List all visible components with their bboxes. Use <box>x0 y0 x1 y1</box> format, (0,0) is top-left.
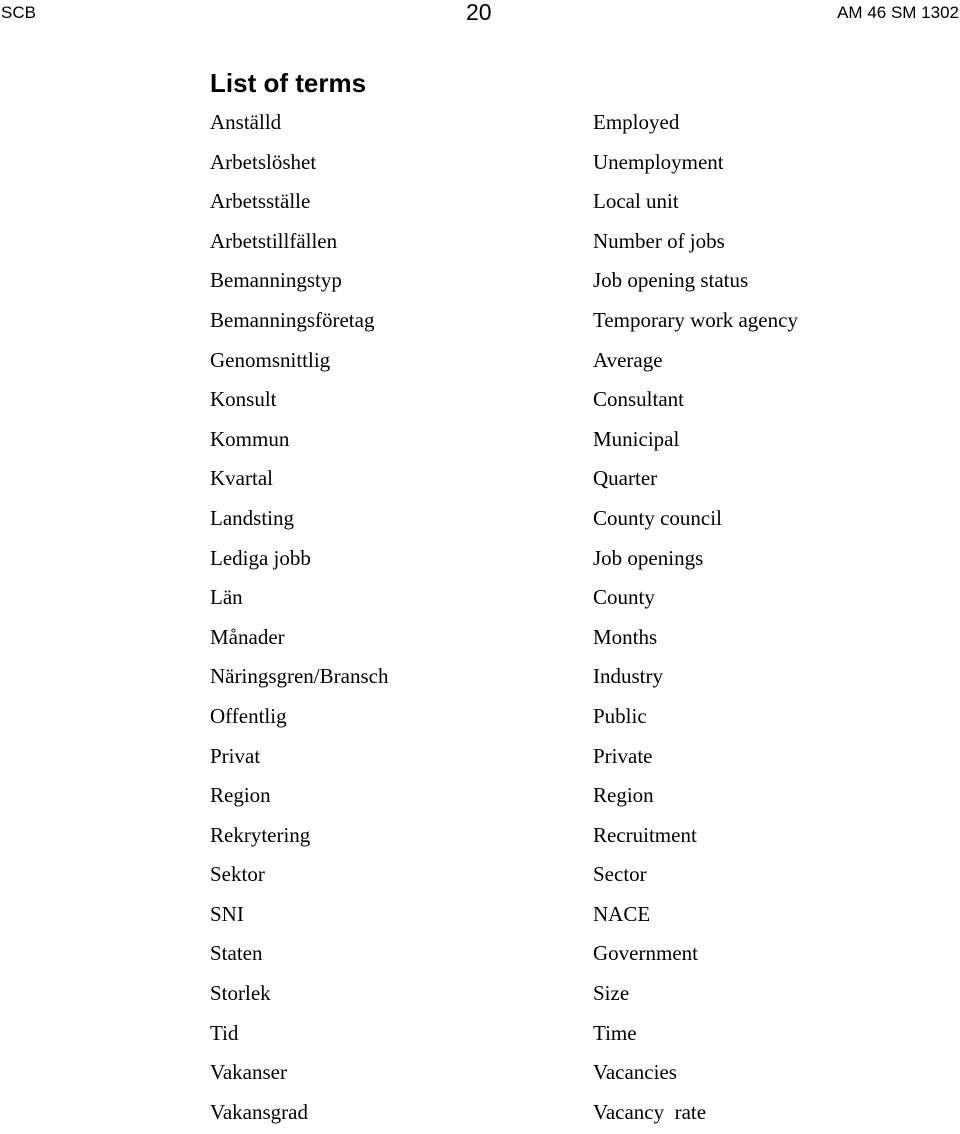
term-swedish: Storlek <box>210 981 271 1006</box>
term-row <box>210 105 910 145</box>
term-row <box>210 659 910 699</box>
term-row <box>210 778 910 818</box>
term-swedish: Arbetstillfällen <box>210 228 338 253</box>
term-english: Private <box>593 743 653 768</box>
term-english: Public <box>593 703 647 728</box>
term-row <box>210 739 910 779</box>
term-row <box>210 263 910 303</box>
term-swedish: Konsult <box>210 387 277 412</box>
term-english: County <box>593 585 655 610</box>
term-row <box>210 936 910 976</box>
term-english: Time <box>593 1020 637 1045</box>
term-swedish: Månader <box>210 624 285 649</box>
term-swedish: Region <box>210 783 271 808</box>
term-english: Months <box>593 624 658 649</box>
page-number: 20 <box>466 0 492 25</box>
term-row <box>210 461 910 501</box>
term-row <box>210 897 910 937</box>
term-swedish: Kommun <box>210 426 290 451</box>
term-swedish: Bemanningstyp <box>210 268 342 293</box>
term-row <box>210 580 910 620</box>
term-swedish: Sektor <box>210 862 265 887</box>
term-english: Size <box>593 981 630 1006</box>
header-org: SCB <box>1 3 36 22</box>
term-row <box>210 224 910 264</box>
term-english: Government <box>593 941 698 966</box>
term-swedish: Anställd <box>210 110 282 134</box>
term-english: Vacancy rate <box>593 1099 707 1124</box>
term-row <box>210 620 910 660</box>
term-english: Industry <box>593 664 663 689</box>
term-english: County council <box>593 505 722 530</box>
term-english: Quarter <box>593 466 658 491</box>
term-swedish: Landsting <box>210 505 294 530</box>
term-row <box>210 382 910 422</box>
term-row <box>210 857 910 897</box>
term-swedish: Arbetslöshet <box>210 149 317 174</box>
term-row <box>210 1055 910 1095</box>
term-swedish: Arbetsställe <box>210 189 311 214</box>
term-english: NACE <box>593 901 651 926</box>
term-english: Municipal <box>593 426 680 451</box>
term-english: Unemployment <box>593 149 724 174</box>
term-row <box>210 501 910 541</box>
header-report-id: AM 46 SM 1302 <box>837 3 959 22</box>
term-swedish: Offentlig <box>210 703 287 728</box>
term-row <box>210 343 910 383</box>
term-english: Consultant <box>593 387 685 412</box>
term-swedish: Lediga jobb <box>210 545 311 570</box>
term-english: Local unit <box>593 189 679 214</box>
term-row <box>210 1095 910 1134</box>
terms-list <box>210 105 910 1134</box>
term-row <box>210 303 910 343</box>
term-swedish: Rekrytering <box>210 822 311 847</box>
term-row <box>210 818 910 858</box>
term-english: Temporary work agency <box>593 307 798 332</box>
term-row <box>210 699 910 739</box>
page-title: List of terms <box>210 68 367 98</box>
term-english: Employed <box>593 110 680 134</box>
term-english: Job opening status <box>593 268 749 293</box>
term-english: Number of jobs <box>593 228 725 253</box>
term-row <box>210 976 910 1016</box>
term-swedish: Vakansgrad <box>210 1099 308 1124</box>
term-swedish: Staten <box>210 941 263 966</box>
term-english: Region <box>593 783 654 808</box>
term-english: Job openings <box>593 545 704 570</box>
term-english: Average <box>593 347 663 372</box>
term-swedish: Genomsnittlig <box>210 347 331 372</box>
term-swedish: Privat <box>210 743 261 768</box>
term-swedish: Län <box>210 585 243 610</box>
term-row <box>210 422 910 462</box>
term-swedish: SNI <box>210 901 244 926</box>
term-row <box>210 1016 910 1056</box>
term-english: Recruitment <box>593 822 697 847</box>
page-header <box>0 0 960 30</box>
term-english: Vacancies <box>593 1060 677 1085</box>
term-swedish: Vakanser <box>210 1060 287 1085</box>
term-swedish: Tid <box>210 1020 239 1045</box>
term-english: Sector <box>593 862 647 887</box>
term-swedish: Kvartal <box>210 466 273 491</box>
term-swedish: Näringsgren/Bransch <box>210 664 389 689</box>
term-swedish: Bemanningsföretag <box>210 307 375 332</box>
term-row <box>210 541 910 581</box>
term-row <box>210 145 910 185</box>
term-row <box>210 184 910 224</box>
